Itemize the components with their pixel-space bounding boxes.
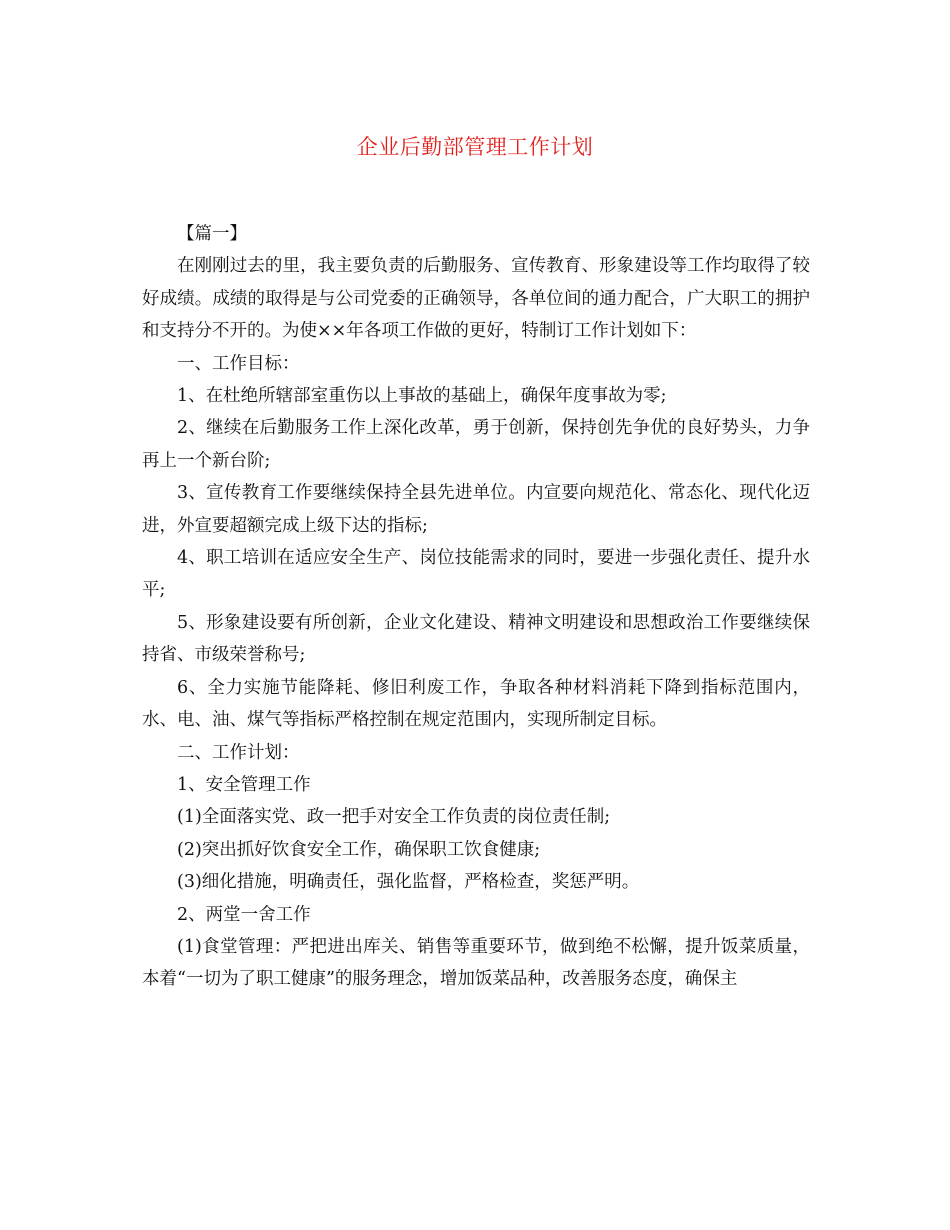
goal-item-2: 2、继续在后勤服务工作上深化改革，勇于创新，保持创先争优的良好势头，力争再上一个新台阶;: [142, 418, 810, 471]
section-heading-part-one: 【篇一】: [177, 224, 247, 244]
intro-paragraph: 在刚刚过去的里，我主要负责的后勤服务、宣传教育、形象建设等工作均取得了较好成绩。成绩的取得是与公司党委的正确领导，各单位间的通力配合，广大职工的拥护和支持分不开的。为使××年各项工作做的更好，特制订工作计划如下：: [142, 256, 810, 342]
heading-work-plan: 二、工作计划：: [177, 742, 300, 763]
safety-item-3: (3)细化措施，明确责任，强化监督，严格检查，奖惩严明。: [177, 872, 640, 893]
canteen-item-1: (1)食堂管理：严把进出库关、销售等重要环节，做到绝不松懈，提升饭菜质量，本着“一切为了职工健康”的服务理念，增加饭菜品种，改善服务态度，确保主: [142, 936, 810, 990]
safety-item-2: (2)突出抓好饮食安全工作，确保职工饮食健康;: [177, 839, 541, 860]
goal-item-3: 3、宣传教育工作要继续保持全县先进单位。内宣要向规范化、常态化、现代化迈进，外宣要超额完成上级下达的指标;: [142, 483, 810, 536]
safety-item-1: (1)全面落实党、政一把手对安全工作负责的岗位责任制;: [177, 807, 611, 828]
goal-item-1: 1、在杜绝所辖部室重伤以上事故的基础上，确保年度事故为零;: [177, 386, 667, 407]
goal-item-4: 4、职工培训在适应安全生产、岗位技能需求的同时，要进一步强化责任、提升水平;: [142, 548, 810, 601]
subheading-safety-management: 1、安全管理工作: [177, 774, 311, 795]
heading-work-goals: 一、工作目标：: [177, 353, 300, 374]
document-body: [142, 218, 810, 996]
subheading-canteen-dormitory: 2、两堂一舍工作: [177, 904, 311, 925]
goal-item-6: 6、全力实施节能降耗、修旧利废工作，争取各种材料消耗下降到指标范围内，水、电、油、煤气等指标严格控制在规定范围内，实现所制定目标。: [142, 677, 810, 731]
goal-item-5: 5、形象建设要有所创新，企业文化建设、精神文明建设和思想政治工作要继续保持省、市级荣誉称号;: [142, 612, 810, 666]
document-title: 企业后勤部管理工作计划: [356, 135, 594, 159]
